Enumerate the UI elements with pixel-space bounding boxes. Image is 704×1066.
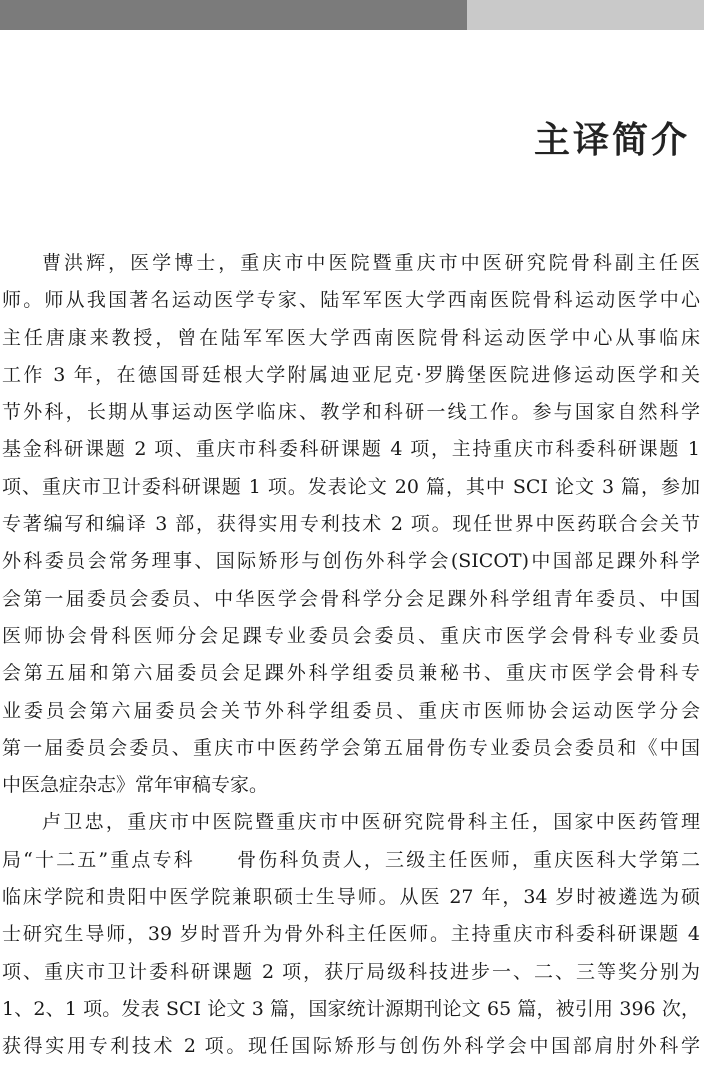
document-body [2, 245, 700, 1066]
text-line: 基金科研课题 2 项、重庆市科委科研课题 4 项，主持重庆市科委科研课题 1 [2, 438, 700, 461]
text-line: 师。师从我国著名运动医学专家、陆军军医大学西南医院骨科运动医学中心 [2, 289, 700, 312]
text-line: 临床学院和贵阳中医学院兼职硕士生导师。从医 27 年，34 岁时被遴选为硕 [2, 886, 700, 909]
text-line: 士研究生导师，39 岁时晋升为骨外科主任医师。主持重庆市科委科研课题 4 [2, 923, 700, 946]
header-bar-dark [0, 0, 467, 30]
text-line: 医师协会骨科医师分会足踝专业委员会委员、重庆市医学会骨科专业委员 [2, 624, 700, 647]
paragraph-cao-honghui [2, 245, 700, 804]
text-line: 第一届委员会委员、重庆市中医药学会第五届骨伤专业委员会委员和《中国 [2, 736, 700, 759]
page-title: 主译简介 [533, 120, 690, 161]
text-line: 1、2、1 项。发表 SCI 论文 3 篇，国家统计源期刊论文 65 篇，被引用 396 次， [2, 997, 700, 1020]
text-line: 主任唐康来教授，曾在陆军军医大学西南医院骨科运动医学中心从事临床 [2, 326, 700, 349]
text-line: 外科委员会常务理事、国际矫形与创伤外科学会(SICOT)中国部足踝外科学 [2, 550, 700, 573]
text-line: 获得实用专利技术 2 项。现任国际矫形与创伤外科学会中国部肩肘外科学 [2, 1035, 700, 1058]
text-line: 业委员会第六届委员会关节外科学组委员、重庆市医师协会运动医学分会 [2, 699, 700, 722]
text-line: 工作 3 年，在德国哥廷根大学附属迪亚尼克·罗腾堡医院进修运动医学和关 [2, 363, 700, 386]
paragraph-lu-weizhong [2, 804, 700, 1065]
text-line: 项、重庆市卫计委科研课题 2 项，获厅局级科技进步一、二、三等奖分别为 [2, 960, 700, 983]
text-line: 中医急症杂志》常年审稿专家。 [2, 774, 269, 797]
text-line: 会第一届委员会委员、中华医学会骨科学分会足踝外科学组青年委员、中国 [2, 587, 700, 610]
text-line: 项、重庆市卫计委科研课题 1 项。发表论文 20 篇，其中 SCI 论文 3 篇，参加 [2, 475, 700, 498]
text-line: 卢卫忠，重庆市中医院暨重庆市中医研究院骨科主任，国家中医药管理 [42, 811, 700, 834]
header-bar-light [467, 0, 704, 30]
text-line: 节外科，长期从事运动医学临床、教学和科研一线工作。参与国家自然科学 [2, 401, 700, 424]
text-line: 专著编写和编译 3 部，获得实用专利技术 2 项。现任世界中医药联合会关节 [2, 513, 700, 536]
text-line: 会第五届和第六届委员会足踝外科学组委员兼秘书、重庆市医学会骨科专 [2, 662, 700, 685]
text-line: 曹洪辉，医学博士，重庆市中医院暨重庆市中医研究院骨科副主任医 [42, 252, 700, 274]
text-line: 局“十二五”重点专科 骨伤科负责人，三级主任医师，重庆医科大学第二 [2, 848, 700, 871]
